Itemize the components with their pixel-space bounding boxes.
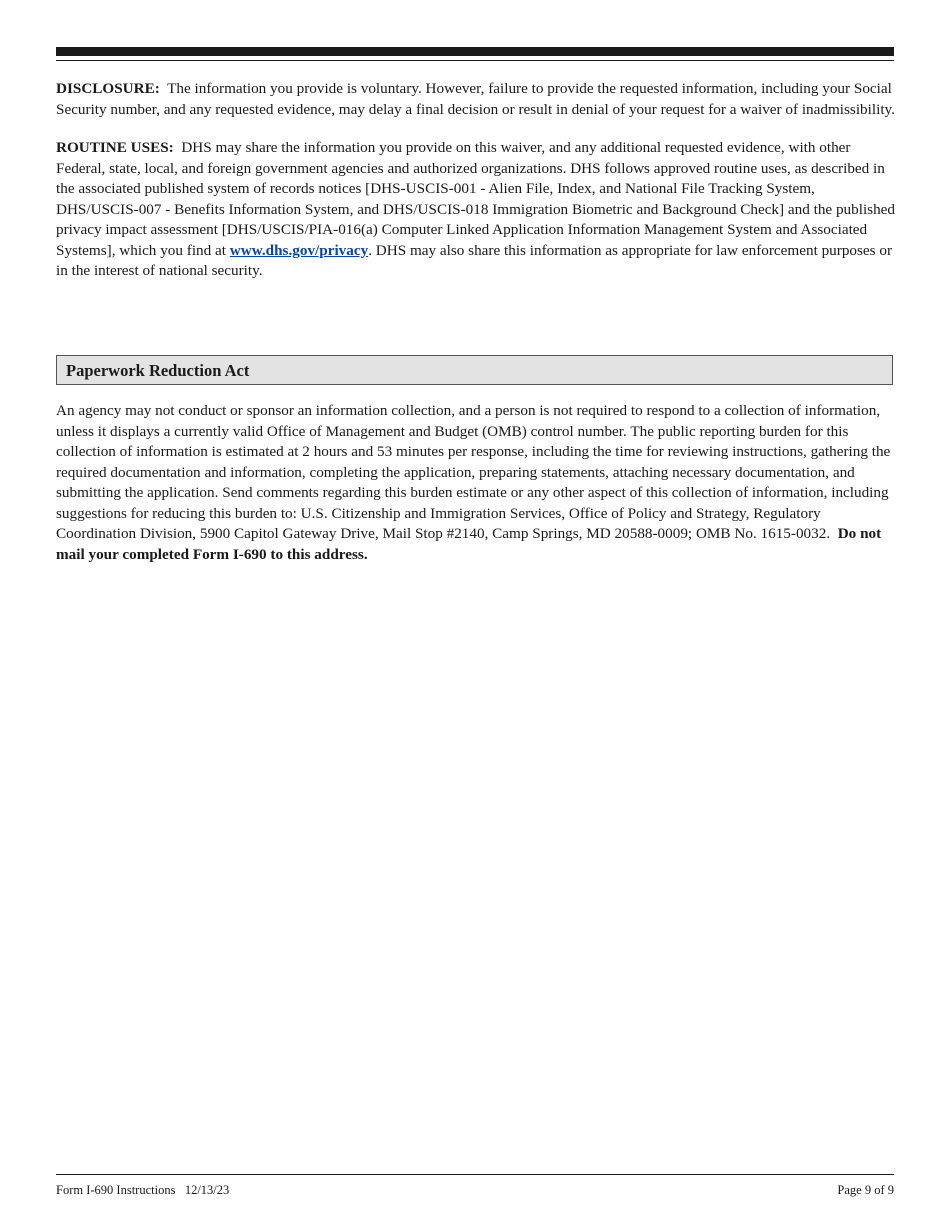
footer-form-name: Form I-690 Instructions xyxy=(56,1183,176,1197)
footer-edition-date: 12/13/23 xyxy=(184,1183,230,1197)
disclosure-label: DISCLOSURE: xyxy=(56,80,160,97)
header-thin-rule xyxy=(56,60,894,61)
paperwork-paragraph xyxy=(56,401,896,565)
paperwork-body: An agency may not conduct or sponsor an information collection, and a person is not required to respond to a collection of information, unless it displays a currently valid Office of Management and Budget (OMB) control number. The public reporting burden for this collection of information is estimated at 2 hours and 53 minutes per response, including the time for reviewing instructions, gathering the required documentation and information, completing the application, preparing statements, attaching necessary documentation, and submitting the application. Send comments regarding this burden estimate or any other aspect of this collection of information, including suggestions for reducing this burden to: U.S. Citizenship and Immigration Services, Office of Policy and Strategy, Regulatory Coordination Division, 5900 Capitol Gateway Drive, Mail Stop #2140, Camp Springs, MD 20588-0009; OMB No. 1615-0032. xyxy=(56,402,891,542)
footer-rule xyxy=(56,1174,894,1175)
paperwork-section-header xyxy=(56,355,893,385)
disclosure-paragraph xyxy=(56,79,896,120)
routine-uses-text-end: . DHS may also share this information as appropriate for law enforcement purposes or in the interest of national security. xyxy=(56,241,893,279)
paperwork-section-title: Paperwork Reduction Act xyxy=(66,361,250,380)
paperwork-notice: Do not mail your completed Form I-690 to this address. xyxy=(56,525,882,563)
dhs-privacy-link[interactable]: www.dhs.gov/privacy xyxy=(229,241,369,259)
footer-page-number: Page 9 of 9 xyxy=(837,1183,894,1197)
disclosure-text: The information you provide is voluntary. However, failure to provide the requested information, including your Social Security number, and any requested evidence, may delay a final decision or result in denial of your request for a waiver of inadmissibility. xyxy=(56,80,895,118)
routine-uses-paragraph xyxy=(56,138,896,282)
routine-uses-label: ROUTINE USES: xyxy=(56,139,174,156)
routine-uses-text: DHS may share the information you provide on this waiver, and any additional requested evidence, with other Federal, state, local, and foreign government agencies and authorized organizations. DHS follows approved routine uses, as described in the associated published system of records notices [DHS-USCIS-001 - Alien File, Index, and National File Tracking System, DHS/USCIS-007 - Benefits Information System, and DHS/USCIS-018 Immigration Biometric and Background Check] and the published privacy impact assessment [DHS/USCIS/PIA-016(a) Computer Linked Application Information Management System and Associated Systems], which you find at xyxy=(56,139,896,259)
footer-form-info xyxy=(56,1183,229,1198)
paperwork-content xyxy=(56,401,896,565)
privacy-content xyxy=(56,79,896,282)
header-thick-rule xyxy=(56,47,894,56)
